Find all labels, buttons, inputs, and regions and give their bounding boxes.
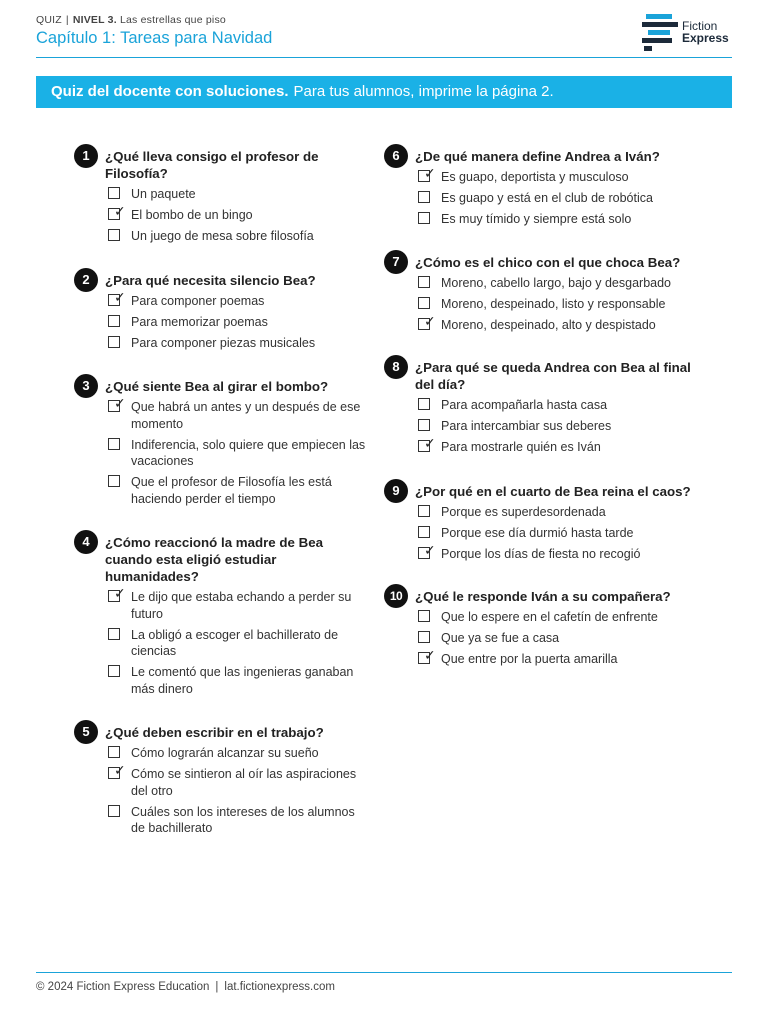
answer-option-label: Es muy tímido y siempre está solo bbox=[441, 212, 632, 226]
checkbox[interactable] bbox=[108, 438, 120, 450]
answer-option-label: Que habrá un antes y un después de ese momento bbox=[131, 400, 361, 431]
answer-option-label: Moreno, despeinado, listo y responsable bbox=[441, 296, 666, 311]
answer-option[interactable] bbox=[105, 664, 370, 697]
answer-option[interactable] bbox=[105, 763, 370, 799]
question-text: ¿De qué manera define Andrea a Iván? bbox=[415, 149, 660, 164]
footer-separator: | bbox=[215, 981, 219, 993]
question-1 bbox=[74, 144, 370, 245]
checkbox[interactable] bbox=[418, 191, 430, 203]
question-number-badge: 4 bbox=[74, 530, 98, 554]
checkmark-icon: ✓ bbox=[114, 763, 126, 779]
answer-option-label: Cuáles son los intereses de los alumnos de bachillerato bbox=[131, 804, 355, 835]
breadcrumb bbox=[36, 14, 272, 26]
teacher-banner bbox=[36, 76, 732, 108]
checkbox[interactable] bbox=[108, 315, 120, 327]
fiction-express-logo bbox=[642, 14, 734, 52]
answer-option[interactable] bbox=[105, 437, 370, 470]
logo-mark-bar bbox=[642, 38, 672, 43]
question-8 bbox=[384, 355, 704, 456]
checkbox[interactable] bbox=[108, 665, 120, 677]
question-3 bbox=[74, 374, 370, 507]
answer-option[interactable] bbox=[415, 525, 704, 542]
checkbox[interactable] bbox=[418, 505, 430, 517]
answer-option-label: Es guapo y está en el club de robótica bbox=[441, 191, 653, 205]
checked-checkbox[interactable] bbox=[108, 289, 126, 306]
answer-option-label: Para mostrarle quién es Iván bbox=[441, 440, 601, 454]
question-text: ¿Qué lleva consigo el profesor de Filosofía? bbox=[105, 149, 319, 181]
checkmark-icon: ✓ bbox=[114, 204, 126, 220]
question-text: ¿Qué siente Bea al girar el bombo? bbox=[105, 379, 329, 394]
question-2 bbox=[74, 268, 370, 352]
answer-option-label: Para componer piezas musicales bbox=[131, 335, 316, 350]
answer-option-label: Que lo espere en el cafetín de enfrente bbox=[441, 610, 658, 624]
answer-option-label: La obligó a escoger el bachillerato de ciencias bbox=[131, 627, 339, 658]
question-5 bbox=[74, 720, 370, 837]
question-6 bbox=[384, 144, 704, 228]
checkmark-icon: ✓ bbox=[424, 648, 436, 664]
answer-option[interactable] bbox=[105, 627, 370, 660]
checkbox[interactable] bbox=[108, 229, 120, 241]
banner-instruction: Para tus alumnos, imprime la página 2. bbox=[293, 83, 554, 100]
checkbox[interactable] bbox=[108, 336, 120, 348]
question-number-badge: 6 bbox=[384, 144, 408, 168]
answer-option-label: Le comentó que las ingenieras ganaban más dinero bbox=[131, 665, 354, 696]
breadcrumb-separator: | bbox=[65, 14, 69, 26]
checked-checkbox[interactable] bbox=[108, 204, 126, 220]
question-number-badge: 5 bbox=[74, 720, 98, 744]
question-text: ¿Qué le responde Iván a su compañera? bbox=[415, 589, 671, 604]
book-title: Las estrellas que piso bbox=[119, 14, 226, 26]
answer-option[interactable] bbox=[415, 630, 704, 647]
answer-option[interactable] bbox=[415, 313, 704, 334]
answer-option[interactable] bbox=[105, 204, 370, 224]
page-footer bbox=[36, 981, 335, 993]
checked-checkbox[interactable] bbox=[108, 396, 126, 412]
answer-option-label: Porque ese día durmió hasta tarde bbox=[441, 525, 634, 540]
answer-option[interactable] bbox=[105, 228, 370, 245]
questions-column-right bbox=[384, 144, 704, 672]
answer-option-label: Moreno, cabello largo, bajo y desgarbado bbox=[441, 275, 672, 290]
question-number-badge: 2 bbox=[74, 268, 98, 292]
answer-option[interactable] bbox=[105, 586, 370, 622]
answer-option[interactable] bbox=[105, 335, 370, 352]
checkmark-icon: ✓ bbox=[424, 436, 436, 452]
checkbox[interactable] bbox=[108, 805, 120, 817]
logo-word-express: Express bbox=[682, 31, 729, 45]
question-text: ¿Cómo reaccionó la madre de Bea cuando esta eligió estudiar humanidades? bbox=[105, 535, 323, 584]
answer-option-label: Cómo lograrán alcanzar su sueño bbox=[131, 746, 319, 760]
answer-option-label: Moreno, despeinado, alto y despistado bbox=[441, 317, 656, 332]
checkbox[interactable] bbox=[418, 276, 430, 288]
answer-option[interactable] bbox=[105, 186, 370, 203]
answer-option-label: Para acompañarla hasta casa bbox=[441, 398, 608, 412]
checked-checkbox[interactable] bbox=[418, 166, 436, 182]
answer-option[interactable] bbox=[415, 397, 704, 414]
answer-option[interactable] bbox=[415, 418, 704, 435]
answer-option-label: Que el profesor de Filosofía les está haciendo perder el tiempo bbox=[131, 475, 332, 506]
question-7 bbox=[384, 250, 704, 334]
answer-option[interactable] bbox=[415, 436, 704, 456]
checkbox[interactable] bbox=[418, 526, 430, 538]
answer-option-label: Que ya se fue a casa bbox=[441, 631, 560, 645]
question-text: ¿Para qué se queda Andrea con Bea al final del día? bbox=[415, 360, 691, 392]
answer-option[interactable] bbox=[105, 289, 370, 310]
answer-option[interactable] bbox=[415, 542, 704, 563]
checkmark-icon: ✓ bbox=[114, 586, 126, 602]
checkbox[interactable] bbox=[108, 475, 120, 487]
question-number-badge: 10 bbox=[384, 584, 408, 608]
chapter-title: Capítulo 1: Tareas para Navidad bbox=[36, 29, 273, 47]
answer-option[interactable] bbox=[415, 504, 704, 521]
checked-checkbox[interactable] bbox=[418, 436, 436, 452]
checkbox[interactable] bbox=[418, 297, 430, 309]
checkmark-icon: ✓ bbox=[114, 396, 126, 412]
question-number-badge: 9 bbox=[384, 479, 408, 503]
checkbox[interactable] bbox=[418, 398, 430, 410]
answer-option-label: Es guapo, deportista y musculoso bbox=[441, 170, 629, 184]
logo-mark-bar bbox=[646, 14, 672, 19]
checkmark-icon: ✓ bbox=[424, 542, 436, 559]
answer-option-label: Para memorizar poemas bbox=[131, 314, 268, 329]
answer-option-label: Le dijo que estaba echando a perder su futuro bbox=[131, 590, 352, 621]
checkbox[interactable] bbox=[418, 419, 430, 431]
answer-option[interactable] bbox=[105, 745, 370, 762]
answer-option[interactable] bbox=[105, 804, 370, 837]
logo-mark-bar bbox=[642, 22, 678, 27]
quiz-label: QUIZ bbox=[36, 14, 62, 26]
checked-checkbox[interactable] bbox=[418, 648, 436, 664]
questions-column-left bbox=[74, 144, 370, 841]
answer-option[interactable] bbox=[105, 396, 370, 432]
checkbox[interactable] bbox=[418, 212, 430, 224]
answer-option[interactable] bbox=[415, 211, 704, 228]
logo-mark-bar bbox=[648, 30, 670, 35]
logo-mark-bar bbox=[644, 46, 652, 51]
checked-checkbox[interactable] bbox=[418, 313, 436, 330]
banner-title: Quiz del docente con soluciones. bbox=[51, 83, 289, 100]
question-number-badge: 1 bbox=[74, 144, 98, 168]
answer-option[interactable] bbox=[105, 474, 370, 507]
question-number-badge: 8 bbox=[384, 355, 408, 379]
question-9 bbox=[384, 479, 704, 563]
answer-option-label: Porque es superdesordenada bbox=[441, 504, 606, 519]
checkmark-icon: ✓ bbox=[424, 313, 436, 330]
copyright-text: © 2024 Fiction Express Education bbox=[36, 981, 210, 993]
answer-option-label: Porque los días de fiesta no recogió bbox=[441, 546, 641, 561]
question-10 bbox=[384, 584, 704, 668]
question-number-badge: 7 bbox=[384, 250, 408, 274]
header-divider bbox=[36, 57, 732, 58]
answer-option-label: Un juego de mesa sobre filosofía bbox=[131, 229, 314, 243]
checkmark-icon: ✓ bbox=[424, 166, 436, 182]
answer-option-label: Para componer poemas bbox=[131, 293, 265, 308]
checkmark-icon: ✓ bbox=[114, 289, 126, 306]
answer-option-label: El bombo de un bingo bbox=[131, 208, 253, 222]
checkbox[interactable] bbox=[418, 610, 430, 622]
checked-checkbox[interactable] bbox=[108, 586, 126, 602]
question-4 bbox=[74, 530, 370, 697]
level-label: NIVEL 3. bbox=[72, 14, 117, 26]
website-link[interactable]: lat.fictionexpress.com bbox=[224, 981, 335, 993]
checkbox[interactable] bbox=[108, 628, 120, 640]
answer-option[interactable] bbox=[415, 166, 704, 186]
answer-option[interactable] bbox=[105, 314, 370, 331]
page-header bbox=[36, 14, 272, 48]
checked-checkbox[interactable] bbox=[108, 763, 126, 779]
logo-wordmark bbox=[682, 20, 729, 44]
answer-option-label: Cómo se sintieron al oír las aspiraciones del otro bbox=[131, 767, 357, 798]
answer-option-label: Un paquete bbox=[131, 187, 196, 201]
footer-divider bbox=[36, 972, 732, 973]
question-text: ¿Qué deben escribir en el trabajo? bbox=[105, 725, 324, 740]
question-text: ¿Para qué necesita silencio Bea? bbox=[105, 272, 316, 288]
answer-option-label: Que entre por la puerta amarilla bbox=[441, 652, 618, 666]
logo-word-fiction: Fiction bbox=[682, 19, 718, 33]
answer-option[interactable] bbox=[415, 275, 704, 292]
question-text: ¿Por qué en el cuarto de Bea reina el caos? bbox=[415, 483, 691, 499]
checkbox[interactable] bbox=[108, 746, 120, 758]
answer-option[interactable] bbox=[415, 190, 704, 207]
question-number-badge: 3 bbox=[74, 374, 98, 398]
answer-option[interactable] bbox=[415, 296, 704, 313]
answer-option-label: Para intercambiar sus deberes bbox=[441, 419, 612, 433]
answer-option-label: Indiferencia, solo quiere que empiecen las vacaciones bbox=[131, 437, 366, 468]
checked-checkbox[interactable] bbox=[418, 542, 436, 559]
answer-option[interactable] bbox=[415, 648, 704, 668]
answer-option[interactable] bbox=[415, 609, 704, 626]
question-text: ¿Cómo es el chico con el que choca Bea? bbox=[415, 254, 681, 270]
checkbox[interactable] bbox=[108, 187, 120, 199]
checkbox[interactable] bbox=[418, 631, 430, 643]
